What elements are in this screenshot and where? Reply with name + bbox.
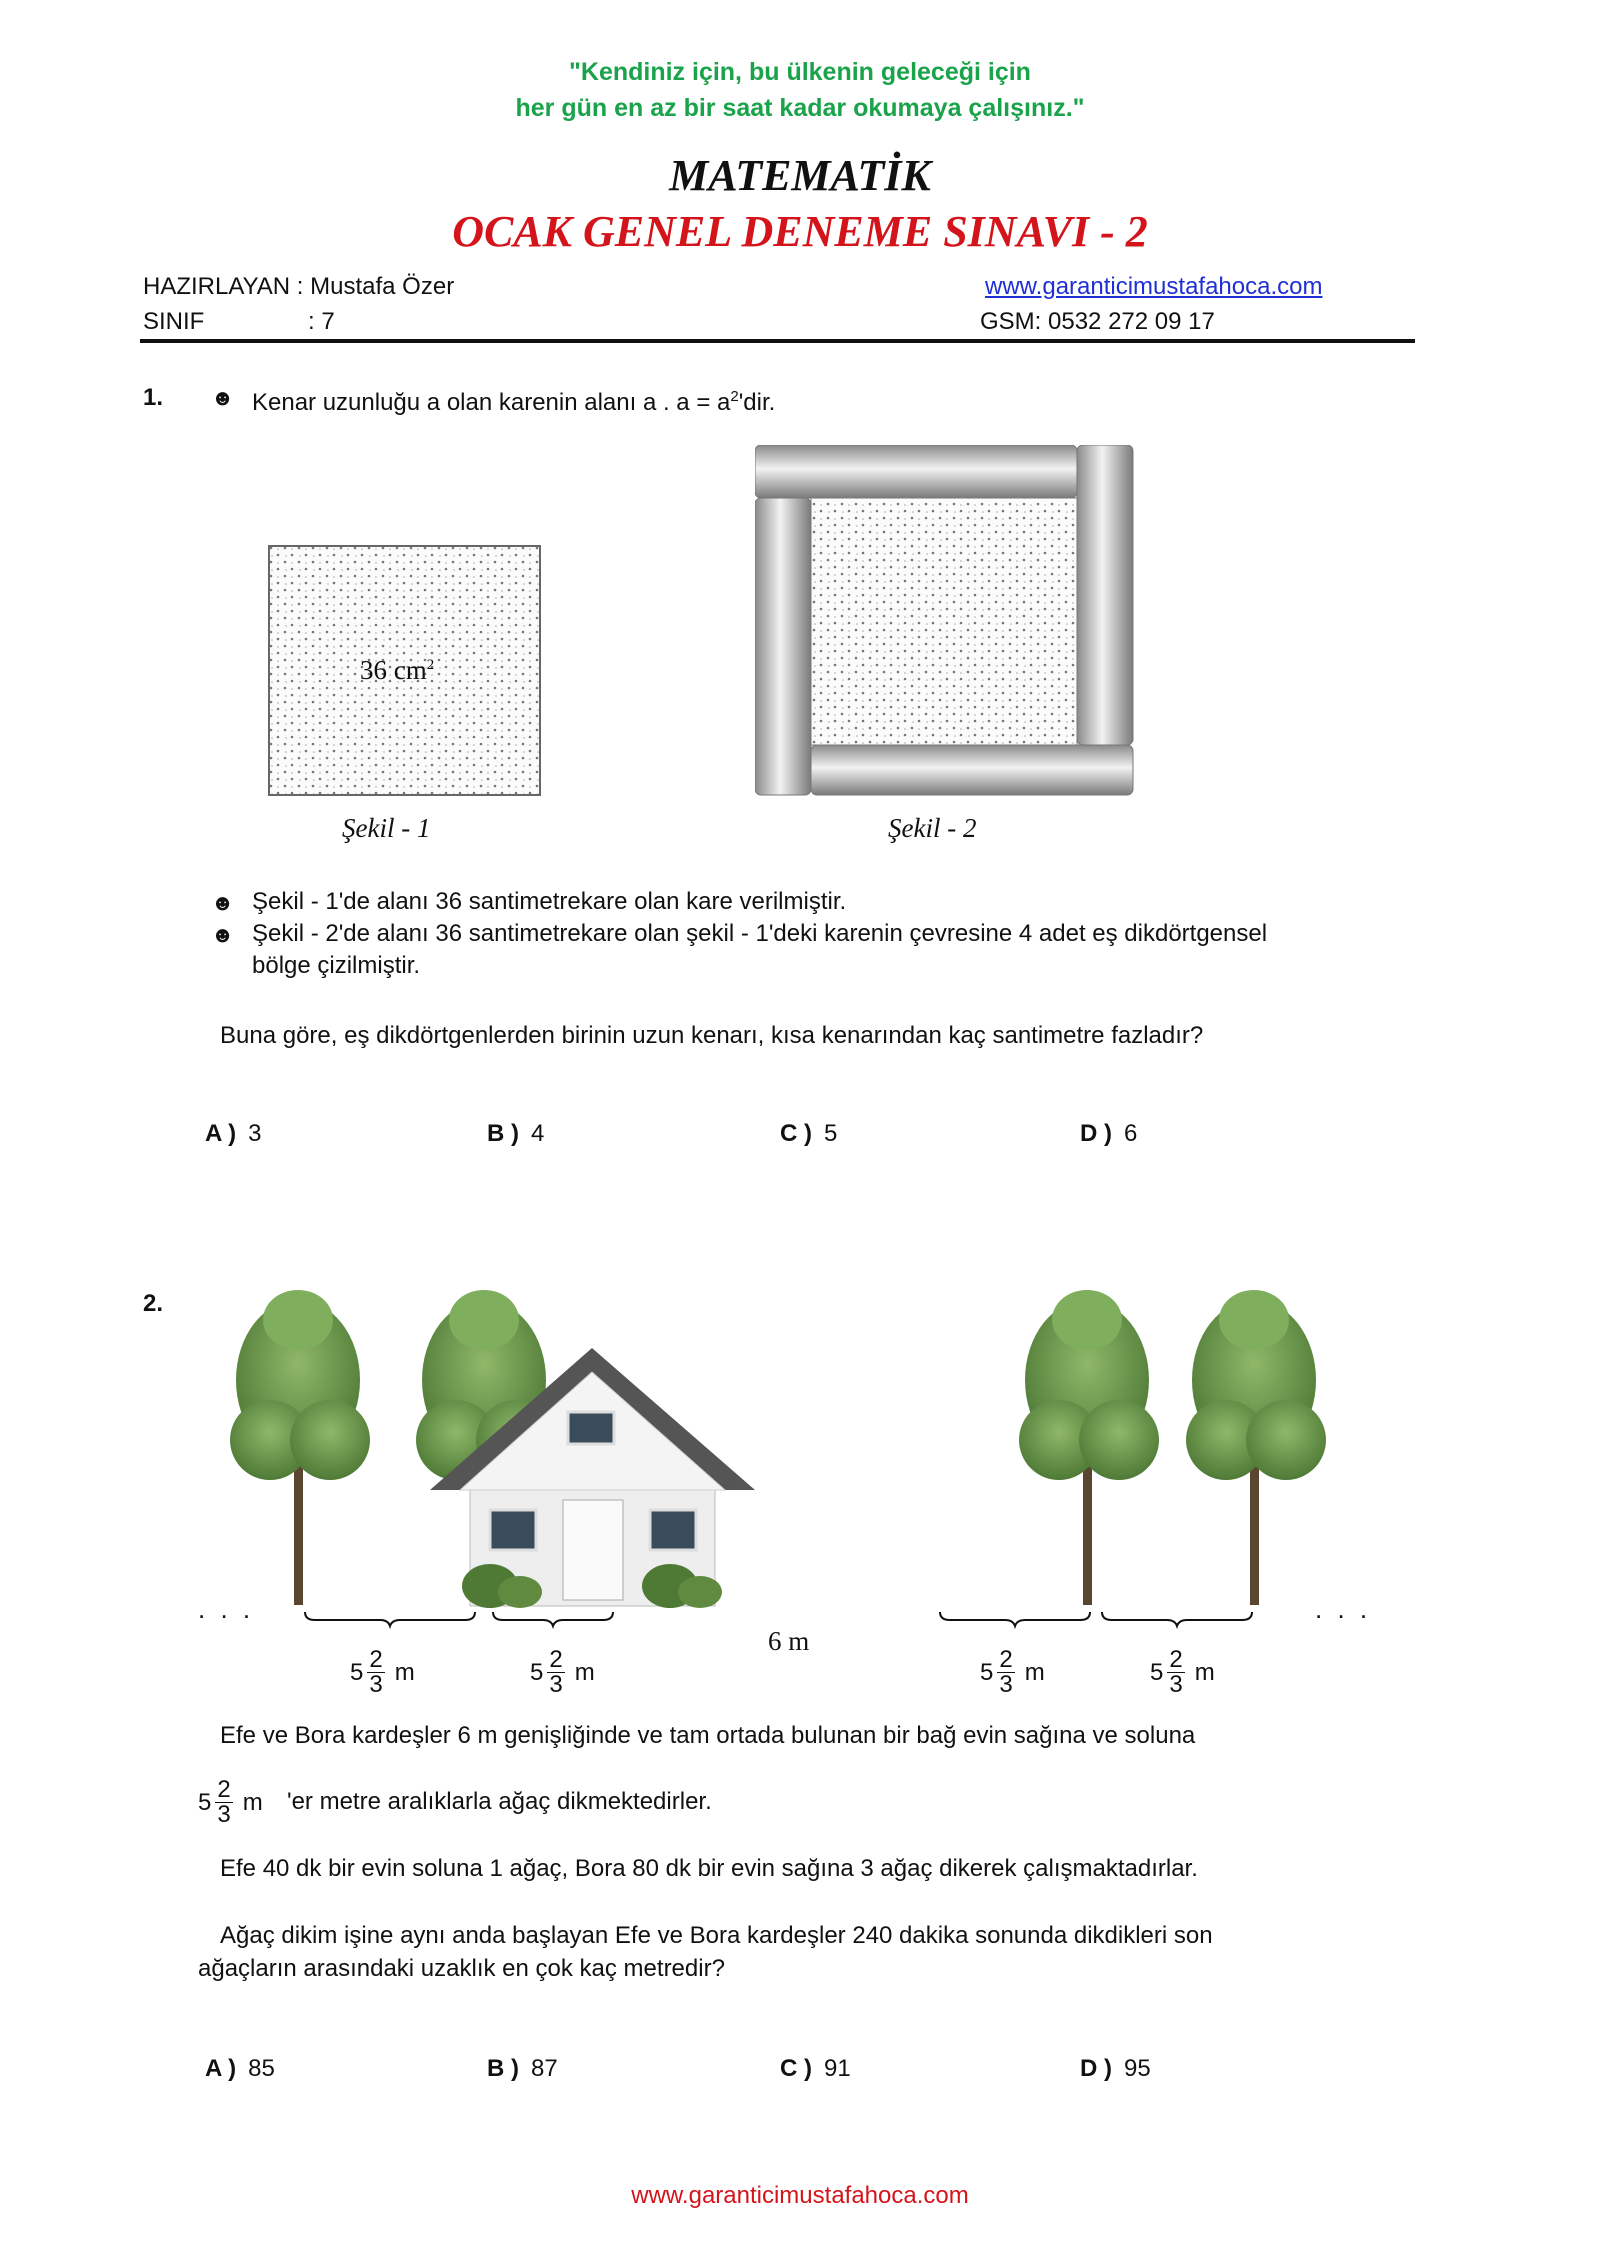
house-width-label: 6 m: [768, 1626, 810, 1656]
q2-line-3: Efe 40 dk bir evin soluna 1 ağaç, Bora 80 dk bir evin sağına 3 ağaç dikerek çalışmaktadırlar.: [220, 1855, 1198, 1882]
brace-marks: [305, 1612, 1252, 1626]
q1-bullet-1-icon: ☻: [211, 890, 235, 915]
spacing-label-4: 5 2 3 m: [1150, 1646, 1215, 1698]
exam-title: OCAK GENEL DENEME SINAVI - 2: [452, 207, 1148, 256]
q1-option-b[interactable]: B ) 4: [487, 1120, 545, 1147]
q1-intro-bullet: ☻: [211, 385, 235, 410]
header-divider: [140, 339, 1415, 343]
prepared-by: HAZIRLAYAN : Mustafa Özer: [143, 273, 455, 300]
tree-icon: [1186, 1290, 1326, 1605]
q1-bullet-1: Şekil - 1'de alanı 36 santimetrekare olan kare verilmiştir.: [252, 888, 847, 915]
figure-2-framed-square: [755, 445, 1137, 797]
q2-line-2: 'er metre aralıklarla ağaç dikmektedirler.: [287, 1788, 712, 1815]
q2-spacing-inline: 5 2 3 m: [198, 1776, 263, 1828]
motto-line-2: her gün en az bir saat kadar okumaya çalışınız.": [515, 94, 1085, 122]
q2-line-5: ağaçların arasındaki uzaklık en çok kaç metredir?: [198, 1955, 725, 1982]
q1-option-d[interactable]: D ) 6: [1080, 1120, 1138, 1147]
q2-option-b[interactable]: B ) 87: [487, 2055, 558, 2082]
q2-number: 2.: [143, 1290, 164, 1317]
q2-option-a[interactable]: A ) 85: [205, 2055, 275, 2082]
footer-website[interactable]: www.garanticimustafahoca.com: [631, 2182, 969, 2209]
q2-line-4: Ağaç dikim işine aynı anda başlayan Efe ve Bora kardeşler 240 dakika sonunda dikdikleri son: [220, 1922, 1213, 1949]
class-label: SINIF: [143, 308, 205, 335]
q2-trees-house-illustration: [190, 1290, 1410, 1630]
spacing-label-3: 5 2 3 m: [980, 1646, 1045, 1698]
q2-option-c[interactable]: C ) 91: [780, 2055, 851, 2082]
area-label: 36 $cm^2$: [360, 655, 435, 685]
dots-right: . . .: [1315, 1594, 1372, 1624]
q1-bullet-2-line-1: Şekil - 2'de alanı 36 santimetrekare olan şekil - 1'deki karenin çevresine 4 adet eş dikdörtgensel: [252, 920, 1268, 947]
q1-bullet-2-line-2: bölge çizilmiştir.: [252, 952, 421, 979]
gsm-number: GSM: 0532 272 09 17: [980, 308, 1215, 335]
figure-1-caption: Şekil - 1: [342, 813, 431, 843]
subject-title: MATEMATİK: [669, 151, 931, 200]
class-value: : 7: [308, 308, 335, 335]
spacing-label-2: 5 2 3 m: [530, 1646, 595, 1698]
q1-option-c[interactable]: C ) 5: [780, 1120, 838, 1147]
tree-icon: [1019, 1290, 1159, 1605]
q1-bullet-2-icon: ☻: [211, 922, 235, 947]
q1-intro: Kenar uzunluğu a olan karenin alanı a . $a = a^2'dir$.: [252, 388, 776, 416]
q1-option-a[interactable]: A ) 3: [205, 1120, 262, 1147]
q2-option-d[interactable]: D ) 95: [1080, 2055, 1151, 2082]
q1-number: 1.: [143, 384, 164, 411]
dots-left: . . .: [198, 1594, 255, 1624]
tree-icon: [230, 1290, 370, 1605]
motto-line-1: "Kendiniz için, bu ülkenin geleceği için: [569, 58, 1031, 86]
q2-line-1: Efe ve Bora kardeşler 6 m genişliğinde ve tam ortada bulunan bir bağ evin sağına ve soluna: [220, 1722, 1196, 1749]
q1-question: Buna göre, eş dikdörtgenlerden birinin uzun kenarı, kısa kenarından kaç santimetre fazladır?: [220, 1022, 1204, 1049]
figure-2-caption: Şekil - 2: [888, 813, 977, 843]
website-link[interactable]: www.garanticimustafahoca.com: [985, 273, 1323, 300]
spacing-label-1: 5 2 3 m: [350, 1646, 415, 1698]
